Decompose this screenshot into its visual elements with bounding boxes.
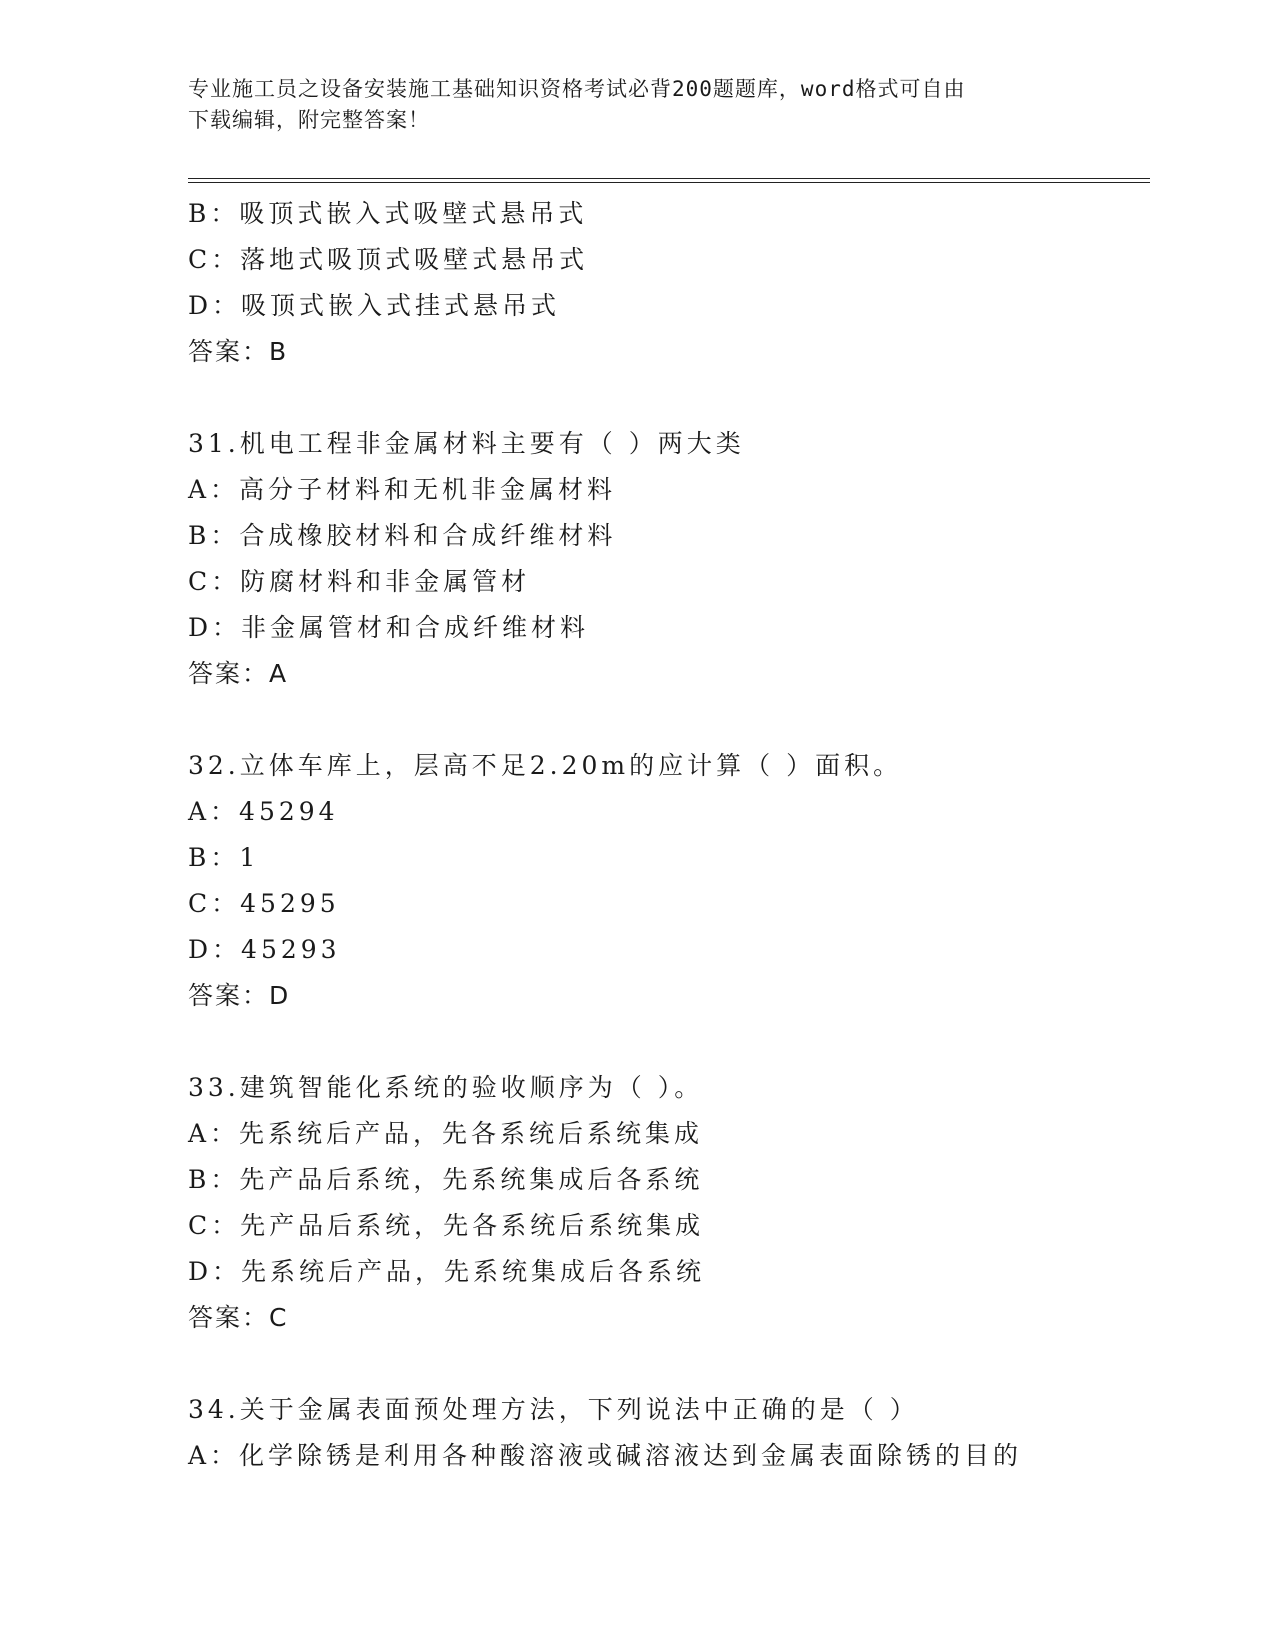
header-divider-top [188,178,1150,179]
answer: 答案：D [188,981,291,1010]
header-line-2: 下载编辑，附完整答案！ [188,108,430,132]
question-text: 31.机电工程非金属材料主要有（ ）两大类 [188,429,745,458]
option-a: A：化学除锈是利用各种酸溶液或碱溶液达到金属表面除锈的目的 [188,1441,1023,1470]
question-text: 34.关于金属表面预处理方法，下列说法中正确的是（ ） [188,1395,919,1424]
spacer [188,1341,1150,1387]
option-d: D：非金属管材和合成纤维材料 [188,613,590,642]
option-a: A：先系统后产品，先各系统后系统集成 [188,1119,704,1148]
question-31 [188,421,1150,697]
document-header [188,74,1068,136]
spacer [188,375,1150,421]
option-a: A：45294 [188,797,339,826]
header-line-1: 专业施工员之设备安装施工基础知识资格考试必背200题题库，word格式可自由 [188,77,966,101]
question-33 [188,1065,1150,1341]
option-d: D：吸顶式嵌入式挂式悬吊式 [188,291,561,320]
option-c: C：45295 [188,889,340,918]
option-b: B：吸顶式嵌入式吸壁式悬吊式 [188,199,588,228]
option-a: A：高分子材料和无机非金属材料 [188,475,617,504]
option-d: D：45293 [188,935,341,964]
question-34 [188,1387,1150,1479]
option-c: C：防腐材料和非金属管材 [188,567,531,596]
spacer [188,1019,1150,1065]
option-b: B：合成橡胶材料和合成纤维材料 [188,521,617,550]
answer: 答案：C [188,1303,289,1332]
option-c: C：先产品后系统，先各系统后系统集成 [188,1211,705,1240]
option-d: D：先系统后产品，先系统集成后各系统 [188,1257,706,1286]
question-30 [188,191,1150,375]
question-list [188,191,1150,1479]
question-text: 32.立体车库上，层高不足2.20m的应计算（ ）面积。 [188,751,903,780]
question-32 [188,743,1150,1019]
option-b: B：1 [188,843,260,872]
option-b: B：先产品后系统，先系统集成后各系统 [188,1165,704,1194]
question-text: 33.建筑智能化系统的验收顺序为（ ）。 [188,1073,704,1102]
header-divider-bottom [188,182,1150,183]
option-c: C：落地式吸顶式吸壁式悬吊式 [188,245,589,274]
answer: 答案：B [188,337,289,366]
answer: 答案：A [188,659,289,688]
spacer [188,697,1150,743]
